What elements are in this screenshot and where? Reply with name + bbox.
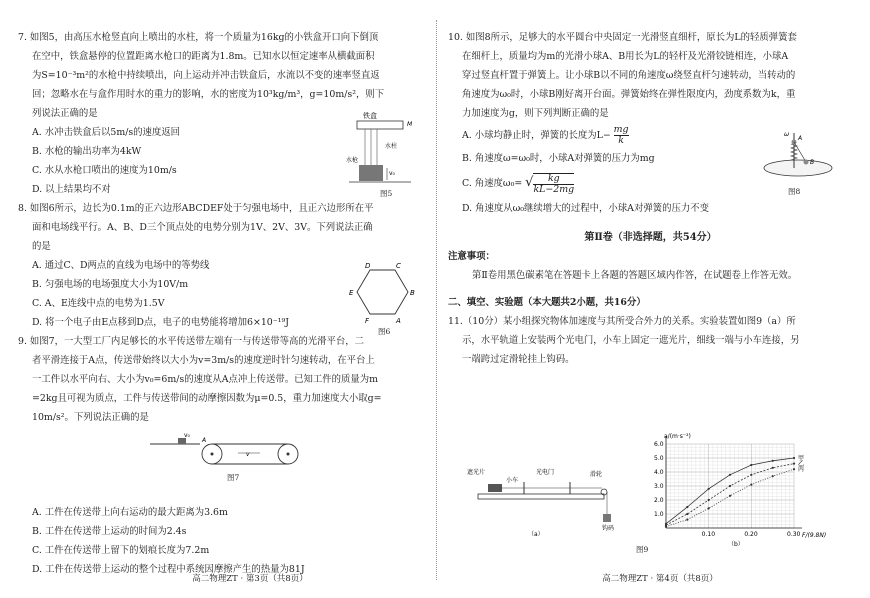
notice-title: 注意事项：	[448, 251, 495, 262]
fig5-v-label: v₀	[389, 170, 395, 177]
fig7-v-label: v	[246, 451, 250, 458]
label-car: 小车	[506, 477, 519, 484]
label-shade: 遮光片	[467, 469, 486, 476]
x-tick-label: 0.20	[744, 531, 758, 538]
series-label: 乙	[798, 460, 805, 468]
label-weight: 钩码	[602, 525, 615, 532]
data-point	[729, 485, 731, 487]
figure-5	[345, 110, 415, 195]
q8-line: 8. 如图6所示，边长为0.1m的正六边形ABCDEF处于匀强电场中，且正六边形所在平	[18, 203, 374, 214]
data-point	[729, 495, 731, 497]
chart-caption: （b）	[728, 541, 744, 548]
turntable	[764, 160, 832, 176]
q10-option-a-text: A. 小球均静止时，弹簧的长度为L−	[462, 130, 611, 141]
q9-option-d: D. 工件在传送带上运动的整个过程中系统因摩擦产生的热量为81J	[32, 564, 305, 575]
q7-line: 列说法正确的是	[32, 108, 98, 119]
q9-line: 9. 如图7，一大型工厂内足够长的水平传送带左端有一与传送带等高的光滑平台，二	[18, 336, 365, 347]
y-tick-label: 3.0	[654, 483, 664, 490]
q10-option-b: B. 角速度ω=ω₀时，小球A对弹簧的压力为mg	[462, 153, 655, 164]
ball-b	[804, 160, 809, 165]
hexagon	[357, 270, 408, 314]
fig7-v0-label: v₀	[184, 432, 190, 439]
data-point	[729, 474, 731, 476]
data-point	[772, 467, 774, 469]
y-tick-label: 6.0	[654, 441, 664, 448]
data-point	[708, 499, 710, 501]
question-11	[448, 312, 853, 369]
data-point	[686, 506, 688, 508]
figure-6-caption: 图6	[378, 327, 391, 336]
q10-line: 在细杆上，质量均为m的光滑小球A、B用长为L的轻杆及光滑铰链相连，小球A	[462, 51, 789, 62]
q9-option-b: B. 工件在传送带上运动的时间为2.4s	[32, 526, 187, 537]
fraction-denominator: kL−2mg	[533, 183, 575, 195]
data-point	[686, 519, 688, 521]
q9-line: 一工件以水平向右、大小为v₀=6m/s的速度从A点冲上传送带。已知工件的质量为m	[32, 374, 379, 385]
data-point	[793, 463, 795, 465]
q7-line: 回；忽略水在与盒作用时水的重力的影响，水的密度为10³kg/m³，g=10m/s²，则下	[32, 89, 385, 100]
x-tick-label: 0.10	[701, 531, 716, 538]
q11-line: 11.（10分）某小组探究物体加速度与其所受合外力的关系。实验装置如图9（a）所	[448, 316, 796, 327]
fraction-denominator: k	[618, 135, 624, 146]
fraction-numerator: mg	[613, 124, 629, 135]
q7-option-a: A. 水冲击铁盒后以5m/s的速度返回	[32, 127, 181, 138]
q10-line: 角速度为ω₀时，小球B刚好离开台面。弹簧始终在弹性限度内，劲度系数为k，重	[462, 89, 796, 100]
data-point	[708, 507, 710, 509]
vertex-a: A	[396, 317, 401, 325]
data-point	[793, 457, 795, 459]
cart	[488, 484, 502, 492]
fig8-omega-label: ω	[784, 131, 790, 138]
q10-line: 穿过竖直杆置于弹簧上。让小球B以不同的角速度ω绕竖直杆匀速转动，当转动的	[462, 70, 796, 81]
data-point	[750, 474, 752, 476]
q8-line: 的是	[32, 241, 51, 252]
q10-option-d: D. 角速度从ω₀继续增大的过程中，小球A对弹簧的压力不变	[462, 203, 709, 214]
q9-line: 10m/s²。下列说法正确的是	[32, 412, 149, 423]
section-title: 第Ⅱ卷（非选择题，共54分）	[584, 232, 717, 243]
figure-8-caption: 图8	[788, 187, 801, 196]
q7-option-c: C. 水从水枪口喷出的速度为10m/s	[32, 165, 177, 176]
series-label: 丙	[798, 466, 805, 474]
fraction-numerator: kg	[533, 174, 574, 185]
data-point	[708, 488, 710, 490]
data-point	[665, 526, 667, 528]
figure-7	[150, 432, 310, 470]
y-tick-label: 5.0	[654, 455, 664, 462]
label-gate: 光电门	[536, 469, 555, 476]
figure-9b-chart	[640, 430, 840, 548]
vertex-b: B	[410, 289, 415, 297]
water-gun	[359, 165, 383, 181]
right-page	[448, 28, 853, 369]
q7-option-d: D. 以上结果均不对	[32, 184, 111, 195]
q10-line: 力加速度为g，则下列判断正确的是	[462, 108, 609, 119]
q7-line: 为S=10⁻³m²的水枪中持续喷出，向上运动并冲击铁盒后，水流以不变的速率竖直返	[32, 70, 380, 81]
q9-line: 者平滑连接于A点，传送带始终以大小为v=3m/s的速度逆时针匀速转动，在平台上	[32, 355, 375, 366]
figure-9a	[462, 462, 622, 542]
data-point	[686, 513, 688, 515]
vertex-e: E	[349, 289, 354, 297]
y-tick-label: 1.0	[654, 511, 664, 518]
right-axle	[287, 453, 290, 456]
y-axis-label: a/(m·s⁻²)	[664, 433, 691, 440]
left-axle	[211, 453, 214, 456]
track	[478, 494, 604, 499]
notice-text: 第Ⅱ卷用黑色碳素笔在答题卡上各题的答题区域内作答，在试题卷上作答无效。	[472, 270, 798, 281]
q7-line: 7. 如图5，由高压水枪竖直向上喷出的水柱，将一个质量为16kg的小铁盒开口向下倒顶	[18, 32, 379, 43]
figure-7-caption: 图7	[227, 473, 240, 482]
q8-option-b: B. 匀强电场的电场强度大小为10V/m	[32, 279, 189, 290]
sqrt-symbol: √	[525, 175, 534, 190]
data-point	[772, 475, 774, 477]
data-point	[750, 464, 752, 466]
light-rod	[794, 142, 806, 162]
q8-option-d: D. 将一个电子由E点移到D点，电子的电势能将增加6×10⁻¹⁹J	[32, 317, 289, 328]
q10-option-c-text: C. 角速度ω₀=	[462, 178, 523, 189]
hook-weight	[603, 514, 611, 522]
left-footer: 高二物理ZT · 第3页（共8页）	[192, 574, 308, 584]
fig9a-caption: （a）	[528, 531, 544, 538]
fig8-a-label: A	[798, 135, 803, 142]
q7-option-b: B. 水枪的输出功率为4kW	[32, 146, 142, 157]
data-point	[793, 468, 795, 470]
vertex-c: C	[396, 262, 401, 270]
q10-line: 10. 如图8所示，足够大的水平圆台中央固定一光滑竖直细杆，原长为L的轻质弹簧套	[448, 32, 797, 43]
page-divider	[436, 20, 437, 580]
vertex-f: F	[365, 317, 370, 325]
q11-line: 示，水平轨道上安装两个光电门，小车上固定一遮光片，细线一端与小车连接，另	[462, 335, 800, 346]
y-tick-label: 2.0	[654, 497, 664, 504]
q9-line: =2kg且可视为质点，工件与传送带间的动摩擦因数为μ=0.5，重力加速度大小取g=	[32, 393, 382, 404]
figure-8	[760, 128, 840, 188]
fig7-a-label: A	[202, 437, 207, 444]
right-footer: 高二物理ZT · 第4页（共8页）	[602, 574, 718, 584]
q10-option-a-fraction	[614, 125, 629, 146]
q10-option-c-fraction	[533, 173, 574, 195]
q9-option-c: C. 工件在传送带上留下的划痕长度为7.2m	[32, 545, 210, 556]
q9-option-a: A. 工件在传送带上向右运动的最大距离为3.6m	[32, 507, 228, 518]
figure-6	[345, 262, 420, 332]
figure-5-caption: 图5	[380, 189, 393, 198]
q11-line: 一端跨过定滑轮挂上钩码。	[462, 354, 575, 365]
q8-line: 面和电场线平行。A、B、D三个顶点处的电势分别为1V、2V、3V。下列说法正确	[32, 222, 373, 233]
x-axis-label: F/(9.8N)	[802, 532, 827, 539]
fig8-b-label: B	[810, 159, 815, 166]
data-point	[750, 484, 752, 486]
fig5-box-label: 铁盒	[363, 112, 377, 120]
section-2-title: 二、填空、实验题（本大题共2小题，共16分）	[448, 297, 646, 308]
q7-line: 在空中，铁盒悬停的位置距离水枪口的距离为1.8m。已知水以恒定速率从横截面积	[32, 51, 375, 62]
data-point	[772, 460, 774, 462]
iron-box	[357, 121, 403, 129]
vertex-d: D	[365, 262, 371, 270]
label-pulley: 滑轮	[590, 471, 603, 478]
x-tick-label: 0.30	[787, 531, 801, 538]
y-tick-label: 4.0	[654, 469, 664, 476]
fig5-gun-label: 水枪	[346, 157, 359, 164]
series-label: 甲	[798, 455, 805, 462]
figure-9-caption: 图9	[636, 545, 649, 554]
fig5-m-label: M	[407, 121, 413, 128]
fig5-column-label: 水柱	[385, 143, 398, 150]
q8-option-c: C. A、E连线中点的电势为1.5V	[32, 298, 165, 309]
q8-option-a: A. 通过C、D两点的直线为电场中的等势线	[32, 260, 210, 271]
